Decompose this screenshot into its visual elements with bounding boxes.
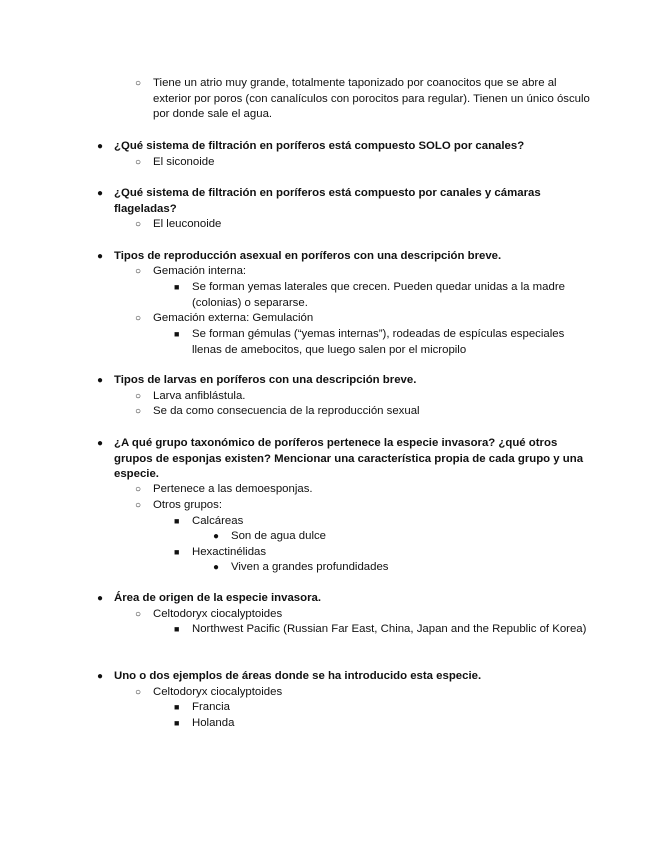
detail-item: Calcáreas xyxy=(192,515,244,527)
question-heading: Uno o dos ejemplos de áreas donde se ha introducido esta especie. xyxy=(114,670,482,682)
hollow-bullet-icon: ○ xyxy=(135,391,142,402)
detail-item: Francia xyxy=(192,701,230,713)
square-bullet-icon: ■ xyxy=(174,702,180,712)
filled-bullet-icon: ● xyxy=(97,188,104,199)
square-bullet-icon: ■ xyxy=(174,547,180,557)
hollow-bullet-icon: ○ xyxy=(135,687,142,698)
answer-item: Gemación externa: Gemulación xyxy=(153,312,314,324)
hollow-bullet-icon: ○ xyxy=(135,219,142,230)
square-bullet-icon: ■ xyxy=(174,624,180,634)
hollow-bullet-icon: ○ xyxy=(135,609,142,620)
hollow-bullet-icon: ○ xyxy=(135,313,142,324)
detail-item: Holanda xyxy=(192,717,235,729)
answer-item: Pertenece a las demoesponjas. xyxy=(153,483,313,495)
question-heading: ¿Qué sistema de filtración en poríferos está compuesto por canales y cámaras flageladas? xyxy=(114,187,541,215)
answer-item: Se da como consecuencia de la reproducción sexual xyxy=(153,405,420,417)
filled-bullet-icon: ● xyxy=(97,438,104,449)
hollow-bullet-icon: ○ xyxy=(135,78,142,89)
question-heading: Área de origen de la especie invasora. xyxy=(114,592,322,604)
hollow-bullet-icon: ○ xyxy=(135,406,142,417)
filled-bullet-icon: ● xyxy=(97,671,104,682)
filled-bullet-icon: ● xyxy=(97,141,104,152)
question-heading: Tipos de larvas en poríferos con una descripción breve. xyxy=(114,374,417,386)
question-heading: Tipos de reproducción asexual en poríferos con una descripción breve. xyxy=(114,250,502,262)
subdetail-item: Viven a grandes profundidades xyxy=(231,561,389,573)
question-heading: ¿Qué sistema de filtración en poríferos está compuesto SOLO por canales? xyxy=(114,140,525,152)
hollow-bullet-icon: ○ xyxy=(135,157,142,168)
detail-item: Northwest Pacific (Russian Far East, China, Japan and the Republic of Korea) xyxy=(192,623,587,635)
hollow-bullet-icon: ○ xyxy=(135,484,142,495)
filled-bullet-icon: ● xyxy=(213,562,220,573)
answer-item: Celtodoryx ciocalyptoides xyxy=(153,608,283,620)
answer-item: Celtodoryx ciocalyptoides xyxy=(153,686,283,698)
filled-bullet-icon: ● xyxy=(213,531,220,542)
square-bullet-icon: ■ xyxy=(174,516,180,526)
answer-item: El leuconoide xyxy=(153,218,222,230)
intro-list-item: Tiene un atrio muy grande, totalmente taponizado por coanocitos que se abre al exterior por poros (con canalículos con porocitos para regular). Tienen un único ósculo por donde sale el agua. xyxy=(153,77,590,121)
question-heading: ¿A qué grupo taxonómico de poríferos pertenece la especie invasora? ¿qué otros grupos de esponjas existen? Mencionar una característica propia de cada grupo y una especie. xyxy=(114,437,584,481)
subdetail-item: Son de agua dulce xyxy=(231,530,327,542)
square-bullet-icon: ■ xyxy=(174,718,180,728)
filled-bullet-icon: ● xyxy=(97,593,104,604)
answer-item: Larva anfiblástula. xyxy=(153,390,246,402)
detail-item: Se forman yemas laterales que crecen. Pueden quedar unidas a la madre (colonias) o separarse. xyxy=(192,281,565,309)
answer-item: El siconoide xyxy=(153,156,215,168)
filled-bullet-icon: ● xyxy=(97,251,104,262)
hollow-bullet-icon: ○ xyxy=(135,500,142,511)
square-bullet-icon: ■ xyxy=(174,329,180,339)
answer-item: Gemación interna: xyxy=(153,265,247,277)
detail-item: Hexactinélidas xyxy=(192,546,267,558)
filled-bullet-icon: ● xyxy=(97,375,104,386)
answer-item: Otros grupos: xyxy=(153,499,223,511)
hollow-bullet-icon: ○ xyxy=(135,266,142,277)
detail-item: Se forman gémulas (“yemas internas”), rodeadas de espículas especiales llenas de amebocitos, que luego salen por el micropilo xyxy=(192,328,565,356)
square-bullet-icon: ■ xyxy=(174,282,180,292)
